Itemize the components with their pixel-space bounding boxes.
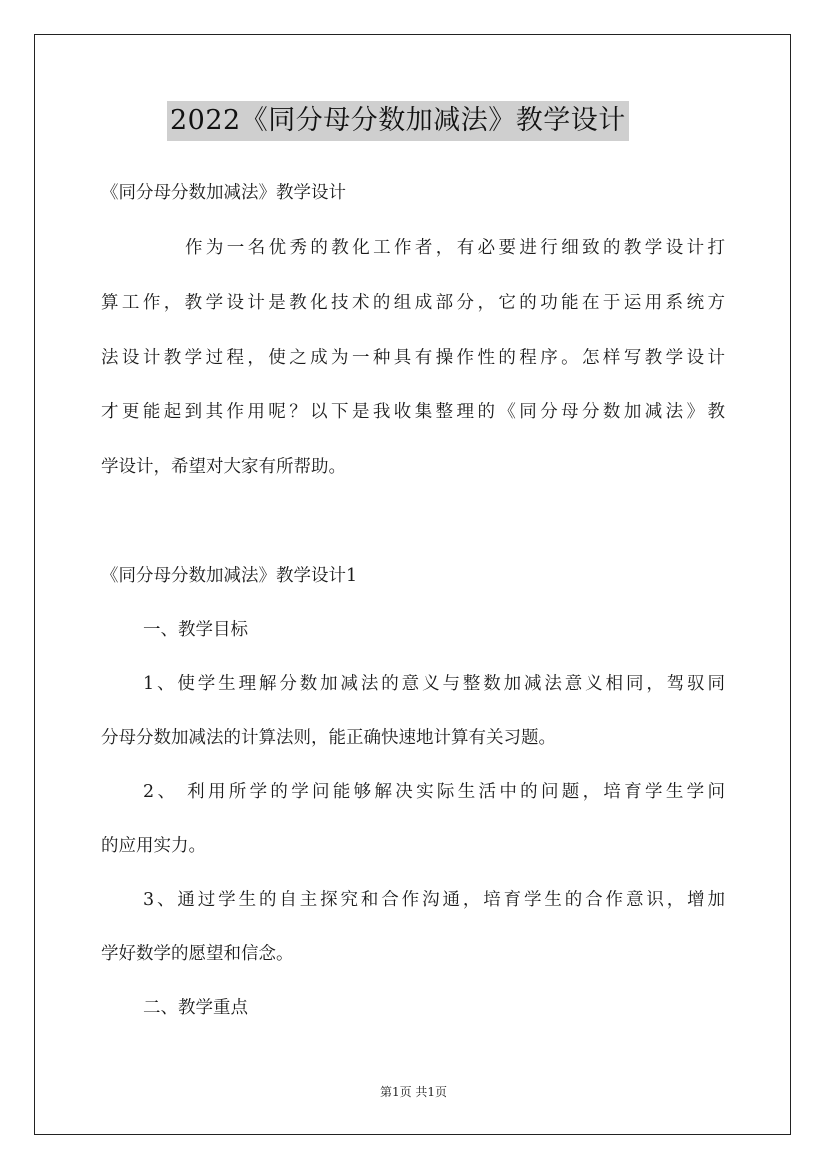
goal-3-line-2: 学好数学的愿望和信念。: [101, 944, 294, 964]
heading-teaching-goals: 一、教学目标: [143, 620, 248, 640]
heading-teaching-key-points: 二、教学重点: [143, 998, 248, 1018]
goal-2-line-1: 2、 利用所学的学问能够解决实际生活中的问题，培育学生学问: [143, 782, 725, 802]
intro-line-2: 算工作，教学设计是教化技术的组成部分，它的功能在于运用系统方: [101, 293, 725, 313]
section-title: 《同分母分数加减法》教学设计1: [101, 566, 358, 586]
goal-2-line-2: 的应用实力。: [101, 836, 206, 856]
intro-line-3: 法设计教学过程，使之成为一种具有操作性的程序。怎样写教学设计: [101, 348, 725, 368]
document-title: 2022《同分母分数加减法》教学设计: [167, 101, 629, 141]
intro-line-1: 作为一名优秀的教化工作者，有必要进行细致的教学设计打: [185, 238, 725, 258]
page-footer: 第1页 共1页: [379, 1085, 448, 1099]
goal-1-line-2: 分母分数加减法的计算法则，能正确快速地计算有关习题。: [101, 728, 556, 748]
goal-3-line-1: 3、通过学生的自主探究和合作沟通，培育学生的合作意识，增加: [143, 890, 725, 910]
goal-1-line-1: 1、使学生理解分数加减法的意义与整数加减法意义相同，驾驭同: [143, 674, 725, 694]
intro-line-4: 才更能起到其作用呢？以下是我收集整理的《同分母分数加减法》教: [101, 402, 725, 422]
intro-line-5: 学设计，希望对大家有所帮助。: [101, 457, 346, 477]
document-subtitle: 《同分母分数加减法》教学设计: [101, 183, 346, 203]
